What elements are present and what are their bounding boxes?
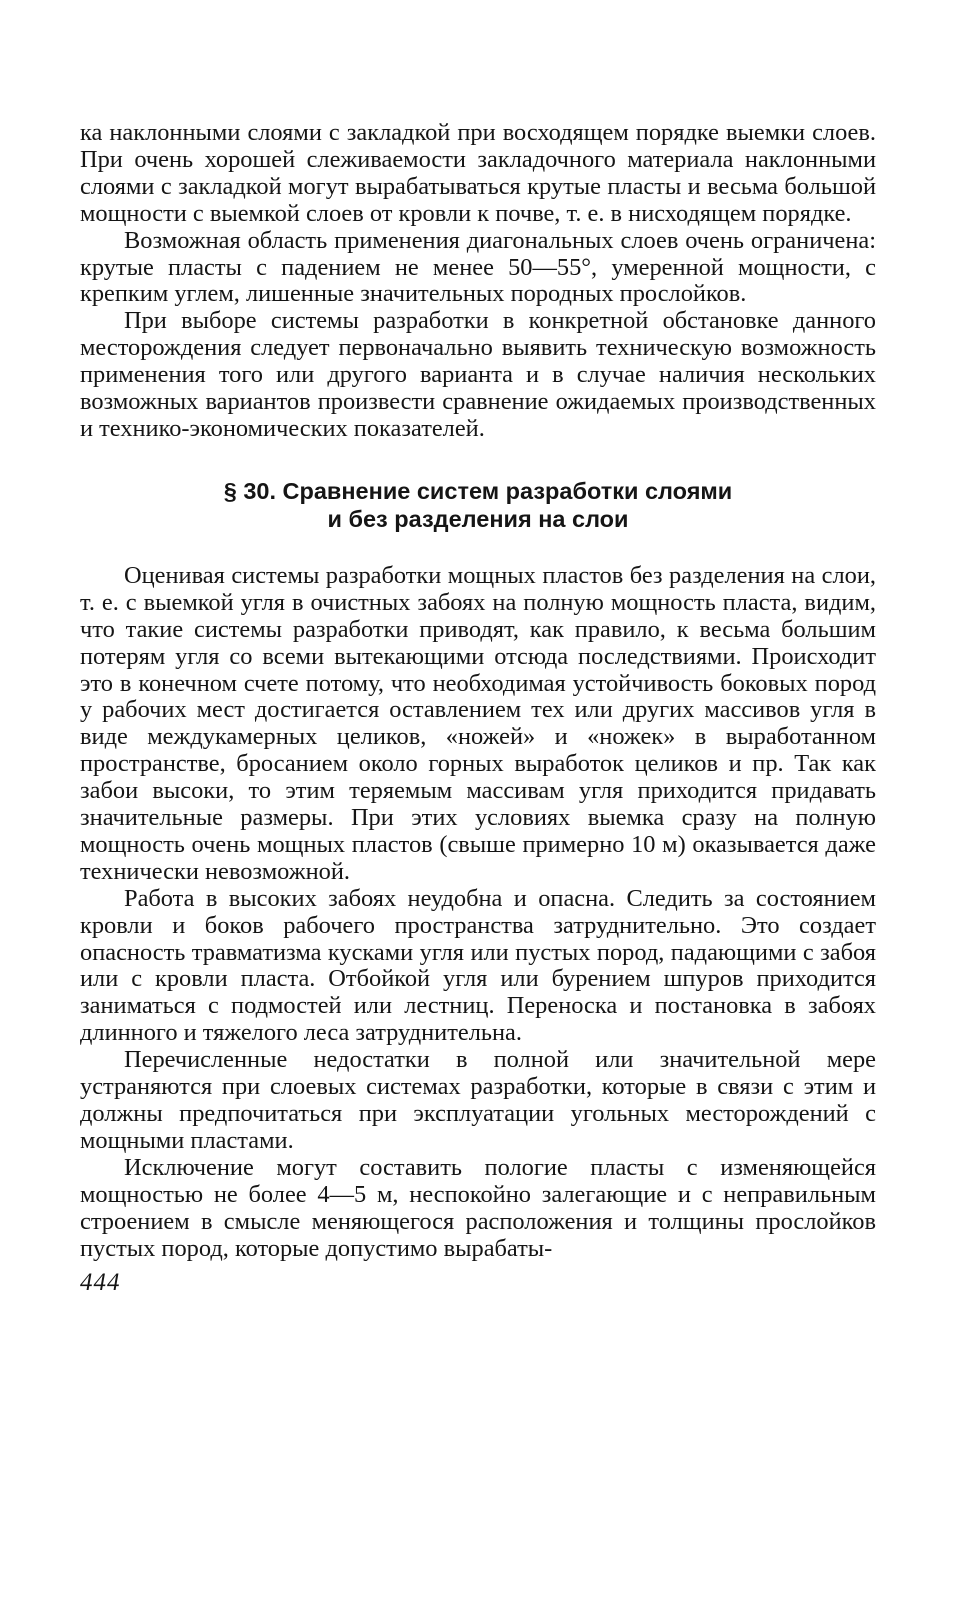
page-number: 444 <box>80 1269 121 1297</box>
paragraph-diagonal-layers: Возможная область применения диагональных слоев очень ограничена: крутые пласты с падением не менее 50—55°, умеренной мощности, с крепким углем, лишенные значительных породных прослойков. <box>80 226 876 308</box>
paragraph-exception: Исключение могут составить пологие пласты с изменяющейся мощностью не более 4—5 м, неспокойно залегающие и с неправильным строением в смысле меняющегося расположения и толщины прослойков пустых пород, которые допустимо вырабаты- <box>80 1153 876 1262</box>
paragraph-system-choice: При выборе системы разработки в конкретной обстановке данного месторождения следует первоначально выявить техническую возможность применения того или другого варианта и в случае наличия нескольких возможных вариантов произвести сравнение ожидаемых производственных и технико-экономических показателей. <box>80 307 876 442</box>
paragraph-continued: ка наклонными слоями с закладкой при восходящем порядке выемки слоев. При очень хорошей слеживаемости закладочного материала наклонными слоями с закладкой могут вырабатываться крутые пласты и весьма большой мощности с выемкой слоев от кровли к почве, т. е. в нисходящем порядке. <box>80 119 876 227</box>
section-heading-line-1: § 30. Сравнение систем разработки слоями <box>223 477 733 504</box>
paragraph-high-faces: Работа в высоких забоях неудобна и опасна. Следить за состоянием кровли и боков рабочего пространства затруднительно. Это создает опасность травматизма кусками угля или пустых пород, падающими с забоя или с кровли пласта. Отбойкой угля или бурением шпуров приходится заниматься с подмостей или лестниц. Переноска и постановка в забоях длинного и тяжелого леса затруднительна. <box>80 884 876 1047</box>
book-page <box>80 120 876 1298</box>
paragraph-layer-systems: Перечисленные недостатки в полной или значительной мере устраняются при слоевых системах разработки, которые в связи с этим и должны предпочитаться при эксплуатации угольных месторождений с мощными пластами. <box>80 1046 876 1154</box>
paragraph-evaluation: Оценивая системы разработки мощных пластов без разделения на слои, т. е. с выемкой угля в очистных забоях на полную мощность пласта, видим, что такие системы разработки приводят, как правило, к весьма большим потерям угля со всеми вытекающими отсюда последствиями. Происходит это в конечном счете потому, что необходимая устойчивость боковых пород у рабочих мест достигается оставлением тех или других массивов угля в виде междукамерных целиков, «ножей» и «ножек» в выработанном пространстве, бросанием около горных выработок целиков и пр. Так как забои высоки, то этим теряемым массивам угля приходится придавать значительные размеры. При этих условиях выемка сразу на полную мощность очень мощных пластов (свыше примерно 10 м) оказывается даже технически невозможной. <box>80 561 876 885</box>
section-heading-line-2: и без разделения на слои <box>327 505 629 532</box>
section-heading <box>80 477 876 533</box>
